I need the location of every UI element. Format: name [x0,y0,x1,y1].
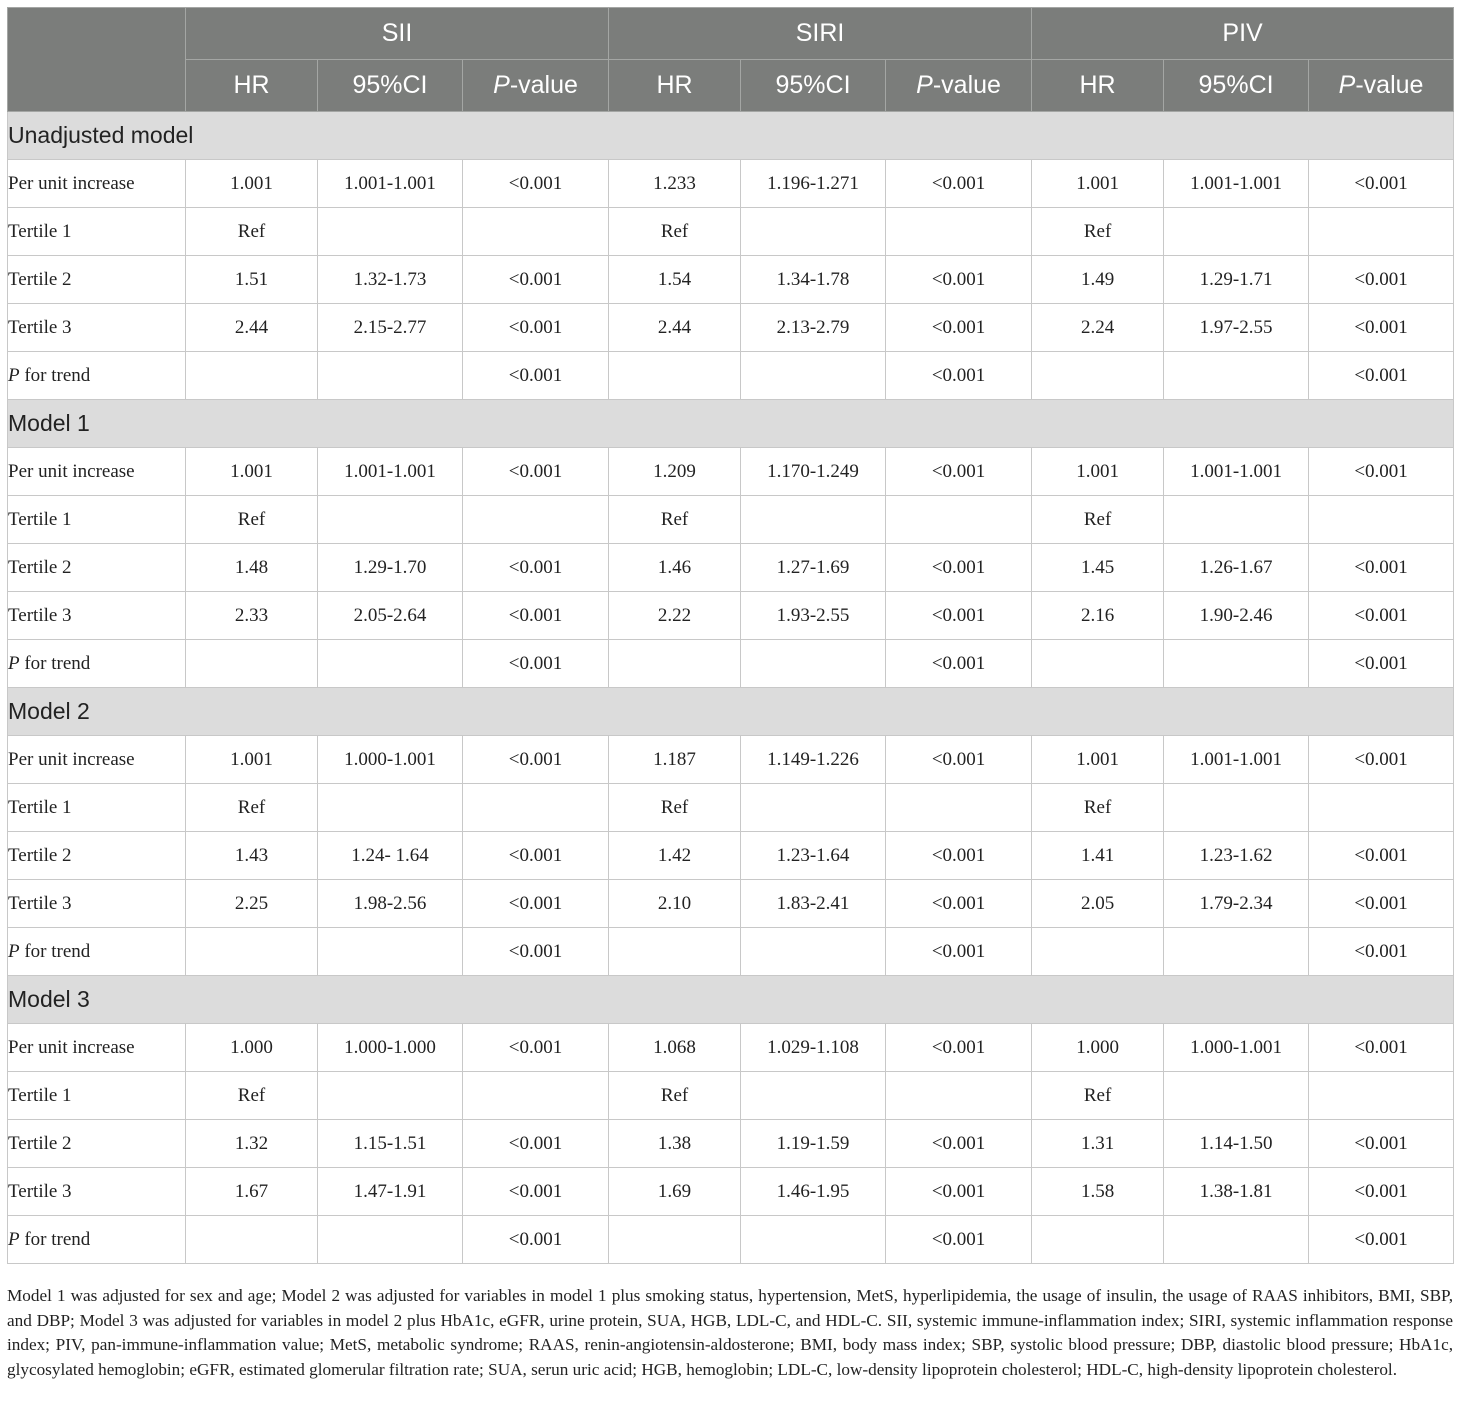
table-cell: 1.69 [609,1168,741,1216]
table-cell [318,1072,463,1120]
table-cell: <0.001 [463,304,609,352]
row-label-text: Tertile 2 [8,844,72,866]
subheader-hr: HR [1032,60,1164,112]
table-cell: 2.25 [186,880,318,928]
row-label [8,832,186,880]
table-cell: 1.000-1.001 [1164,1024,1309,1072]
table-cell: <0.001 [886,304,1032,352]
table-cell [1032,352,1164,400]
table-cell [1164,496,1309,544]
table-cell: Ref [186,208,318,256]
table-cell: 1.38-1.81 [1164,1168,1309,1216]
table-cell: 1.49 [1032,256,1164,304]
row-label [8,592,186,640]
section-row [8,400,1454,448]
row-label-text: Per unit increase [8,460,135,482]
table-cell [886,496,1032,544]
table-cell: 1.001 [186,160,318,208]
table-cell: <0.001 [463,160,609,208]
table-cell [1309,1072,1454,1120]
table-cell: <0.001 [886,1168,1032,1216]
table-cell [886,784,1032,832]
table-cell: Ref [186,784,318,832]
table-cell: 1.42 [609,832,741,880]
header-group-siri: SIRI [609,8,1032,60]
table-cell: <0.001 [886,592,1032,640]
row-label [8,1120,186,1168]
table-row [8,496,1454,544]
table-cell [186,928,318,976]
subheader-pvalue-rest: -value [509,71,578,99]
table-cell: Ref [1032,208,1164,256]
table-cell: <0.001 [886,880,1032,928]
table-cell [1032,1216,1164,1264]
table-cell: <0.001 [463,880,609,928]
table-cell: <0.001 [886,352,1032,400]
table-cell: <0.001 [1309,544,1454,592]
subheader-pvalue-italic: P [1338,71,1356,99]
table-cell: <0.001 [1309,304,1454,352]
subheader-pvalue [1309,60,1454,112]
table-cell [463,1072,609,1120]
table-cell [186,1216,318,1264]
row-label [8,880,186,928]
header-group-piv: PIV [1032,8,1454,60]
table-cell: <0.001 [886,544,1032,592]
table-cell [318,208,463,256]
table-cell: <0.001 [1309,1120,1454,1168]
table-cell: 1.46 [609,544,741,592]
table-cell: 1.27-1.69 [741,544,886,592]
table-cell: <0.001 [463,1120,609,1168]
table-cell: <0.001 [463,832,609,880]
table-cell [886,208,1032,256]
table-cell: 2.15-2.77 [318,304,463,352]
row-label [8,544,186,592]
table-row [8,208,1454,256]
table-cell: 1.001 [1032,160,1164,208]
row-label [8,304,186,352]
row-label [8,1216,186,1264]
table-cell: <0.001 [463,640,609,688]
subheader-pvalue [886,60,1032,112]
table-cell: 2.44 [186,304,318,352]
table-cell: 1.29-1.71 [1164,256,1309,304]
table-cell: 1.14-1.50 [1164,1120,1309,1168]
table-cell: <0.001 [463,544,609,592]
table-cell [1164,1072,1309,1120]
table-cell: <0.001 [1309,256,1454,304]
table-cell: 1.79-2.34 [1164,880,1309,928]
row-label-text: for trend [19,364,91,386]
table-cell: 1.23-1.64 [741,832,886,880]
table-cell [318,928,463,976]
table-cell: 2.13-2.79 [741,304,886,352]
table-cell: Ref [186,1072,318,1120]
row-label [8,1072,186,1120]
table-cell: <0.001 [886,832,1032,880]
table-cell [741,1072,886,1120]
table-row [8,1216,1454,1264]
table-cell: 2.10 [609,880,741,928]
table-cell: <0.001 [463,448,609,496]
table-cell [741,928,886,976]
table-cell: <0.001 [463,1024,609,1072]
table-cell: 1.000 [186,1024,318,1072]
table-cell: <0.001 [463,736,609,784]
table-cell: 1.187 [609,736,741,784]
table-cell: <0.001 [886,448,1032,496]
table-cell: 1.51 [186,256,318,304]
table-cell: 1.41 [1032,832,1164,880]
row-label-italic: P [8,940,20,962]
row-label [8,1024,186,1072]
table-cell: Ref [1032,1072,1164,1120]
row-label-text: Tertile 3 [8,1180,72,1202]
table-cell: 1.001 [186,448,318,496]
table-cell: Ref [609,208,741,256]
row-label-text: Tertile 3 [8,316,72,338]
table-cell: <0.001 [1309,1024,1454,1072]
table-cell: 2.16 [1032,592,1164,640]
table-cell: 2.33 [186,592,318,640]
table-cell: 1.149-1.226 [741,736,886,784]
table-cell: <0.001 [463,256,609,304]
section-title: Model 2 [8,688,1454,736]
table-row [8,160,1454,208]
row-label [8,352,186,400]
table-cell: <0.001 [1309,1168,1454,1216]
table-cell: 1.000-1.000 [318,1024,463,1072]
table-cell: <0.001 [1309,832,1454,880]
table-cell: 1.068 [609,1024,741,1072]
table-cell: Ref [609,784,741,832]
table-cell: <0.001 [886,1024,1032,1072]
table-cell: 1.43 [186,832,318,880]
table-cell: <0.001 [886,160,1032,208]
row-label-text: Tertile 2 [8,268,72,290]
table-cell: <0.001 [1309,448,1454,496]
row-label [8,640,186,688]
header-row-subcols [8,60,1454,112]
section-row [8,688,1454,736]
table-cell: <0.001 [1309,640,1454,688]
table-cell: 2.05 [1032,880,1164,928]
row-label-text: Tertile 3 [8,604,72,626]
row-label-text: Tertile 2 [8,1132,72,1154]
subheader-ci: 95%CI [741,60,886,112]
row-label-text: Tertile 1 [8,220,72,242]
table-cell: <0.001 [463,1216,609,1264]
table-cell: 1.001-1.001 [1164,736,1309,784]
table-cell [741,208,886,256]
table-cell [609,352,741,400]
table-row [8,304,1454,352]
subheader-pvalue [463,60,609,112]
table-cell: <0.001 [886,928,1032,976]
table-cell [741,784,886,832]
table-cell: 1.29-1.70 [318,544,463,592]
table-row [8,832,1454,880]
table-cell: 1.98-2.56 [318,880,463,928]
row-label-italic: P [8,652,20,674]
table-cell: Ref [186,496,318,544]
subheader-pvalue-italic: P [916,71,933,99]
table-cell: 1.19-1.59 [741,1120,886,1168]
table-cell [1164,352,1309,400]
table-cell [318,640,463,688]
table-cell [741,1216,886,1264]
table-cell: <0.001 [886,1120,1032,1168]
table-row [8,784,1454,832]
table-row [8,736,1454,784]
table-cell: 1.001-1.001 [1164,160,1309,208]
table-cell [318,496,463,544]
row-label [8,256,186,304]
table-cell: 1.209 [609,448,741,496]
table-cell [1309,784,1454,832]
table-cell [609,1216,741,1264]
table-row [8,1120,1454,1168]
table-cell: 1.23-1.62 [1164,832,1309,880]
table-cell: 1.67 [186,1168,318,1216]
row-label-text: Tertile 3 [8,892,72,914]
table-cell: 1.001 [186,736,318,784]
header-group-sii: SII [186,8,609,60]
section-title: Model 3 [8,976,1454,1024]
table-cell [1309,208,1454,256]
subheader-pvalue-rest: -value [1355,71,1424,99]
subheader-hr: HR [609,60,741,112]
table-cell: 2.44 [609,304,741,352]
table-cell: 1.83-2.41 [741,880,886,928]
table-body [8,112,1454,1264]
table-cell: 1.31 [1032,1120,1164,1168]
row-label-text: Tertile 1 [8,796,72,818]
row-label-text: for trend [19,1228,91,1250]
table-cell [609,928,741,976]
table-cell: 1.029-1.108 [741,1024,886,1072]
table-row [8,880,1454,928]
row-label-italic: P [8,1228,20,1250]
table-cell: <0.001 [886,1216,1032,1264]
table-cell: 1.97-2.55 [1164,304,1309,352]
table-cell: 1.90-2.46 [1164,592,1309,640]
table-cell: <0.001 [463,928,609,976]
table-cell: 1.46-1.95 [741,1168,886,1216]
table-cell: <0.001 [1309,352,1454,400]
table-cell: Ref [1032,496,1164,544]
table-cell: <0.001 [1309,160,1454,208]
table-cell [318,784,463,832]
table-cell: 2.22 [609,592,741,640]
table-cell: 1.24- 1.64 [318,832,463,880]
table-cell: Ref [609,496,741,544]
row-label [8,928,186,976]
table-cell: <0.001 [1309,1216,1454,1264]
subheader-ci: 95%CI [318,60,463,112]
table-cell: 1.93-2.55 [741,592,886,640]
subheader-hr: HR [186,60,318,112]
row-label-text: Tertile 2 [8,556,72,578]
table-cell [1164,640,1309,688]
table-cell: 1.000-1.001 [318,736,463,784]
table-cell: 1.001-1.001 [318,448,463,496]
table-cell: 1.233 [609,160,741,208]
row-label-text: Tertile 1 [8,1084,72,1106]
table-cell: <0.001 [463,352,609,400]
table-cell [463,496,609,544]
table-cell [609,640,741,688]
section-title: Unadjusted model [8,112,1454,160]
table-cell [1032,928,1164,976]
table-row [8,640,1454,688]
table-cell [886,1072,1032,1120]
table-cell: 1.34-1.78 [741,256,886,304]
row-label [8,496,186,544]
row-label [8,736,186,784]
table-cell: 2.05-2.64 [318,592,463,640]
table-cell: 1.54 [609,256,741,304]
table-cell [1164,784,1309,832]
table-cell [1164,1216,1309,1264]
row-label-text: Tertile 1 [8,508,72,530]
table-cell: 1.45 [1032,544,1164,592]
table-cell: 1.001 [1032,736,1164,784]
table-cell: 1.48 [186,544,318,592]
table-cell: 1.58 [1032,1168,1164,1216]
table-row [8,928,1454,976]
row-label-text: for trend [19,940,91,962]
row-label [8,448,186,496]
table-cell: <0.001 [463,1168,609,1216]
table-cell: 1.15-1.51 [318,1120,463,1168]
row-label [8,160,186,208]
table-footnote: Model 1 was adjusted for sex and age; Model 2 was adjusted for variables in model 1 plus smoking status, hypertension, MetS, hyperlipidemia, the usage of insulin, the usage of RAAS inhibitors, BMI, SBP, and DBP; Model 3 was adjusted for variables in model 2 plus HbA1c, eGFR, urine protein, SUA, HGB, LDL-C, and HDL-C. SII, systemic immune-inflammation index; SIRI, systemic inflammation response index; PIV, pan-immune-inflammation value; MetS, metabolic syndrome; RAAS, renin-angiotensin-aldosterone; BMI, body mass index; SBP, systolic blood pressure; DBP, diastolic blood pressure; HbA1c, glycosylated hemoglobin; eGFR, estimated glomerular filtration rate; SUA, serun uric acid; HGB, hemoglobin; LDL-C, low-density lipoprotein cholesterol; HDL-C, high-density lipoprotein cholesterol. [7,1286,1453,1379]
table-cell [186,352,318,400]
table-cell [741,640,886,688]
table-row [8,592,1454,640]
table-cell: 2.24 [1032,304,1164,352]
table-cell: 1.001 [1032,448,1164,496]
table-cell: <0.001 [886,640,1032,688]
table-row [8,1072,1454,1120]
row-label [8,208,186,256]
table-cell [1309,496,1454,544]
table-cell: <0.001 [463,592,609,640]
section-row [8,112,1454,160]
table-cell: 1.170-1.249 [741,448,886,496]
section-row [8,976,1454,1024]
table-cell: <0.001 [1309,928,1454,976]
table-cell [1164,928,1309,976]
table-cell [1164,208,1309,256]
section-title: Model 1 [8,400,1454,448]
table-cell [1032,640,1164,688]
table-row [8,352,1454,400]
table-cell: 1.32 [186,1120,318,1168]
header-corner [8,8,186,112]
subheader-pvalue-italic: P [493,71,510,99]
table-cell: <0.001 [1309,880,1454,928]
table-cell: Ref [609,1072,741,1120]
row-label [8,784,186,832]
row-label-italic: P [8,364,20,386]
row-label-text: for trend [19,652,91,674]
table-row [8,256,1454,304]
results-table [7,7,1454,1264]
table-cell: 1.001-1.001 [318,160,463,208]
row-label [8,1168,186,1216]
table-cell: 1.47-1.91 [318,1168,463,1216]
subheader-ci: 95%CI [1164,60,1309,112]
table-cell: 1.001-1.001 [1164,448,1309,496]
table-row [8,448,1454,496]
table-cell: 1.38 [609,1120,741,1168]
table-cell: <0.001 [886,256,1032,304]
table-cell [463,784,609,832]
header-row-groups [8,8,1454,60]
subheader-pvalue-rest: -value [932,71,1001,99]
table-cell: 1.32-1.73 [318,256,463,304]
table-cell: <0.001 [1309,592,1454,640]
table-cell: Ref [1032,784,1164,832]
row-label-text: Per unit increase [8,172,135,194]
table-cell: 1.196-1.271 [741,160,886,208]
table-cell [463,208,609,256]
table-row [8,1024,1454,1072]
table-cell: <0.001 [886,736,1032,784]
table-cell [186,640,318,688]
table-cell [318,1216,463,1264]
row-label-text: Per unit increase [8,1036,135,1058]
row-label-text: Per unit increase [8,748,135,770]
table-cell [741,496,886,544]
table-cell: <0.001 [1309,736,1454,784]
table-row [8,544,1454,592]
table-cell: 1.000 [1032,1024,1164,1072]
table-cell [741,352,886,400]
table-cell: 1.26-1.67 [1164,544,1309,592]
table-cell [318,352,463,400]
table-row [8,1168,1454,1216]
